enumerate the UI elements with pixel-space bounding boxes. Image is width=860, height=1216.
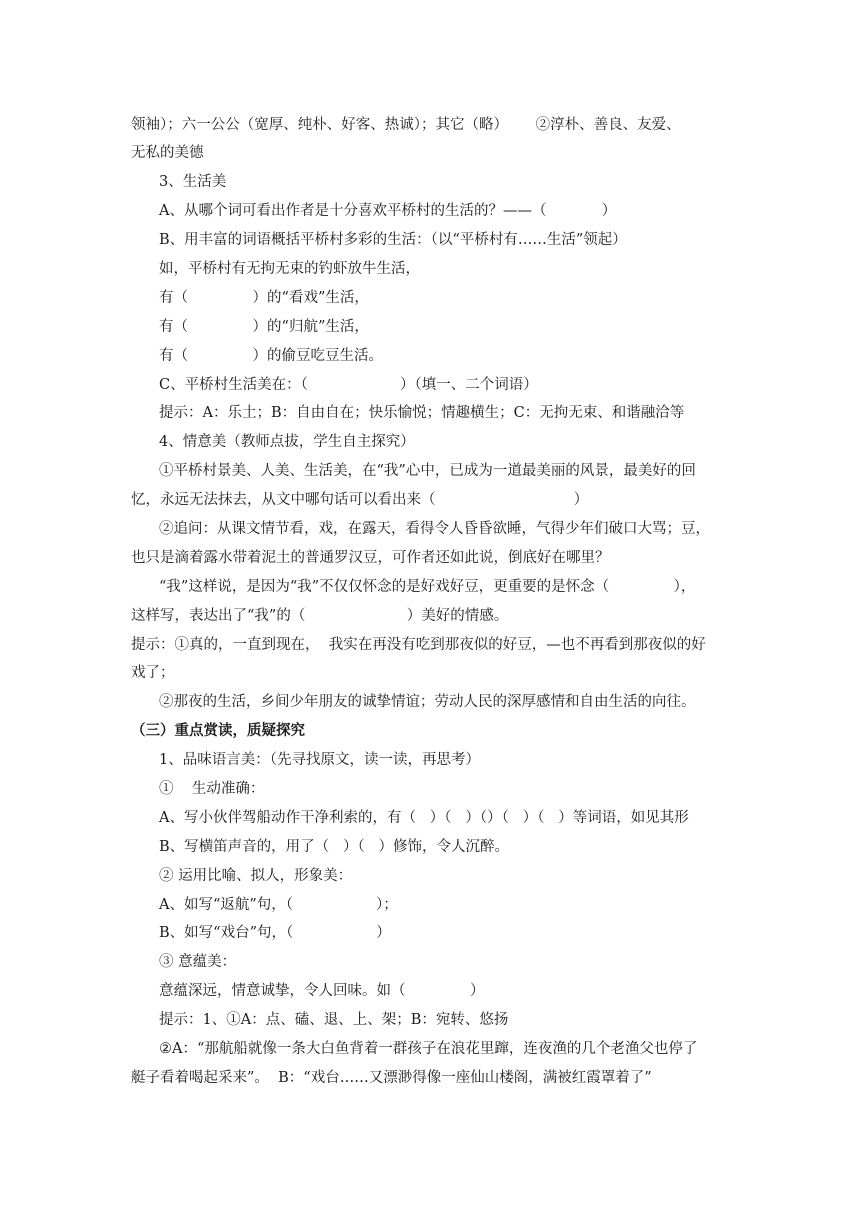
question-line: A、写小伙伴驾船动作干净利索的，有（ ）（ ）（）（ ）（ ）等词语，如见其形 <box>159 810 689 826</box>
question-line: A、如写“返航”句，（ ）； <box>159 897 398 913</box>
hint-line: 提示：①真的，一直到现在， 我实在再没有吃到那夜似的好豆，—也不再看到那夜似的好 <box>131 637 706 653</box>
text-line: ①平桥村景美、人美、生活美，在“我”心中，已成为一道最美丽的风景，最美好的回 <box>159 463 696 479</box>
section-heading: 3、生活美 <box>159 174 227 190</box>
text-line: 1、品味语言美：（先寻找原文，读一读，再思考） <box>159 752 480 768</box>
question-line: A、从哪个词可看出作者是十分喜欢平桥村的生活的？——（ ） <box>159 203 617 219</box>
text-line: 如，平桥村有无拘无束的钓虾放牛生活， <box>159 261 420 277</box>
text-line: 无私的美德 <box>131 145 204 161</box>
text-line: 有（ ）的“看戏”生活， <box>159 290 369 306</box>
text-line: 有（ ）的“归航”生活， <box>159 319 369 335</box>
question-line: C、平桥村生活美在：（ ）（填一、二个词语） <box>159 377 538 393</box>
text-line: “我”这样说，是因为“我”不仅仅怀念的是好戏好豆，更重要的是怀念（ ）， <box>159 579 696 595</box>
text-line: ① 生动准确： <box>159 781 265 797</box>
text-line: 这样写，表达出了“我”的（ ）美好的情感。 <box>131 608 509 624</box>
question-line: 意蕴深远，情意诚挚，令人回味。如（ ） <box>159 983 485 999</box>
hint-line: ②A：“那航船就像一条大白鱼背着一群孩子在浪花里蹿，连夜渔的几个老渔父也停了 <box>159 1041 698 1057</box>
hint-line: 提示：A：乐土；B：自由自在；快乐愉悦；情趣横生；C：无拘无束、和谐融洽等 <box>159 405 685 421</box>
section-heading: 4、情意美（教师点拔，学生自主探究） <box>159 434 415 450</box>
text-line: 戏了； <box>131 665 175 681</box>
text-line: ② 运用比喻、拟人，形象美： <box>159 868 353 884</box>
text-line: 领袖）；六一公公（宽厚、纯朴、好客、热诚）；其它（略） ②淳朴、善良、友爱、 <box>131 117 681 133</box>
section-heading: （三）重点赏读，质疑探究 <box>131 723 305 739</box>
text-line: 有（ ）的偷豆吃豆生活。 <box>159 348 384 364</box>
hint-line: 艇子看着喝起采来”。 B：“戏台……又漂渺得像一座仙山楼阁，满被红霞罩着了” <box>131 1070 652 1086</box>
text-line: ②追问：从课文情节看，戏，在露天，看得令人昏昏欲睡，气得少年们破口大骂；豆， <box>159 521 710 537</box>
question-line: B、用丰富的词语概括平桥村多彩的生活：（以“平桥村有……生活”领起） <box>159 232 627 248</box>
text-line: ②那夜的生活，乡间少年朋友的诚挚情谊；劳动人民的深厚感情和自由生活的向往。 <box>159 694 696 710</box>
text-line: ③ 意蕴美： <box>159 954 237 970</box>
text-line: 忆，永远无法抹去，从文中哪句话可以看出来（ ） <box>131 492 589 508</box>
text-line: 也只是滴着露水带着泥土的普通罗汉豆，可作者还如此说，倒底好在哪里？ <box>131 550 610 566</box>
question-line: B、如写“戏台”句，（ ） <box>159 925 391 941</box>
question-line: B、写横笛声音的，用了（ ）（ ）修饰，令人沉醉。 <box>159 839 510 855</box>
hint-line: 提示：1、①A：点、磕、退、上、架；B：宛转、悠扬 <box>159 1012 509 1028</box>
